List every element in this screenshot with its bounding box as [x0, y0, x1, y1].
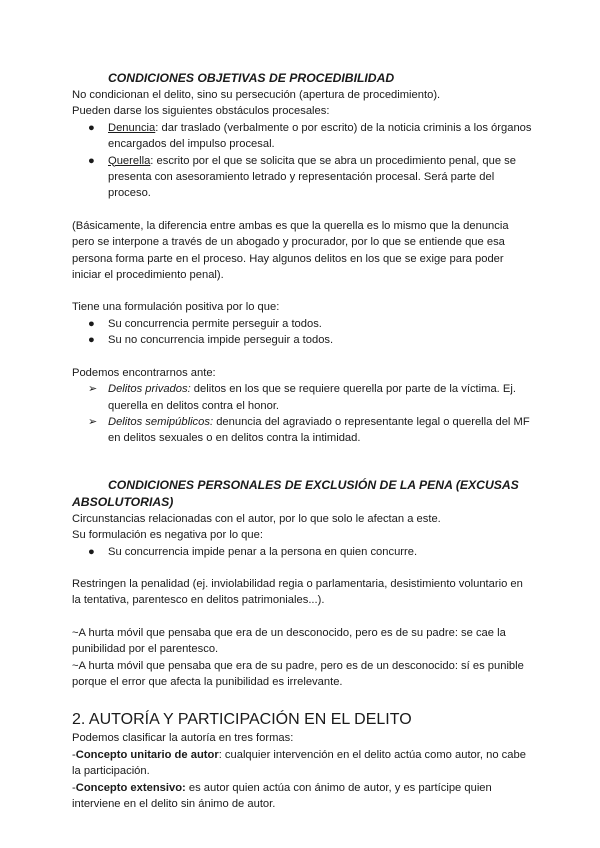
term-delitos-semipublicos: Delitos semipúblicos: — [108, 415, 214, 428]
list-item-text: delitos en los que se requiere querella por parte de la víctima. Ej. querella en delitos contra el honor. — [108, 383, 516, 412]
list-item — [72, 332, 532, 348]
dash: - — [72, 781, 76, 794]
list-item — [72, 153, 532, 202]
paragraph: Podemos clasificar la autoría en tres formas: — [72, 732, 294, 745]
list-item-text: Su concurrencia impide penar a la persona en quien concurre. — [108, 545, 418, 558]
dash: - — [72, 748, 76, 761]
section-heading-excusas: CONDICIONES PERSONALES DE EXCLUSIÓN DE LA PENA (EXCUSAS ABSOLUTORIAS) — [72, 477, 519, 509]
bullet-icon: ● — [88, 334, 95, 347]
term-concepto-extensivo: Concepto extensivo: — [75, 781, 186, 794]
bullet-list — [72, 544, 532, 560]
list-item — [72, 120, 532, 153]
document-page — [72, 70, 532, 812]
bullet-icon: ● — [88, 545, 95, 558]
term-delitos-privados: Delitos privados: — [108, 383, 191, 396]
bullet-icon: ● — [88, 154, 95, 167]
concept-extensivo — [72, 780, 532, 813]
list-item-text: : escrito por el que se solicita que se abra un procedimiento penal, que se presenta con asesoramiento letrado y representación procesal. Será parte del proceso. — [108, 154, 516, 200]
arrow-list — [72, 381, 532, 447]
section-heading-autoria: 2. AUTORÍA Y PARTICIPACIÓN EN EL DELITO — [72, 711, 412, 729]
list-item-text: : dar traslado (verbalmente o por escrito) de la noticia criminis a los órganos encargados del impulso procesal. — [108, 121, 532, 151]
concept-unitario — [72, 747, 532, 780]
list-item — [72, 544, 532, 560]
bullet-icon: ● — [88, 317, 95, 330]
section-heading-procedibilidad: CONDICIONES OBJETIVAS DE PROCEDIBILIDAD — [108, 71, 395, 85]
term-denuncia: Denuncia — [108, 121, 156, 134]
list-item — [72, 414, 532, 447]
paragraph: Restringen la penalidad (ej. inviolabilidad regia o parlamentaria, desistimiento voluntario en la tentativa, parentesco en delitos patrimoniales...). — [72, 577, 523, 607]
list-item — [72, 381, 532, 414]
example-2: ~A hurta móvil que pensaba que era de su padre, pero es de un desconocido: sí es punible porque el error que afecta la punibilidad es irrelevante. — [72, 659, 524, 688]
bullet-list — [72, 120, 532, 202]
arrow-icon: ➢ — [88, 415, 98, 428]
list-item — [72, 316, 532, 332]
bullet-icon: ● — [88, 121, 95, 134]
paragraph: (Básicamente, la diferencia entre ambas es que la querella es lo mismo que la denuncia pero se interpone a través de un abogado y procurador, por lo que se entiende que esa persona forma parte en el proceso. Hay algunos delitos en los que se exige para poder iniciar el procedimiento penal). — [72, 219, 509, 282]
term-querella: Querella — [108, 154, 151, 167]
arrow-icon: ➢ — [88, 383, 98, 396]
paragraph: Podemos encontrarnos ante: — [72, 366, 216, 379]
concept-text: es autor quien actúa con ánimo de autor, y es partícipe quien interviene en el delito sin ánimo de autor. — [72, 781, 492, 810]
paragraph: Circunstancias relacionadas con el autor, por lo que solo le afectan a este. — [72, 512, 441, 525]
bullet-list — [72, 316, 532, 349]
paragraph: No condicionan el delito, sino su persecución (apertura de procedimiento). — [72, 89, 441, 101]
paragraph: Su formulación es negativa por lo que: — [72, 529, 263, 542]
paragraph: Tiene una formulación positiva por lo que: — [72, 301, 280, 314]
list-item-text: Su no concurrencia impide perseguir a todos. — [108, 334, 334, 347]
list-item-text: denuncia del agraviado o representante legal o querella del MF en delitos sexuales o en delitos contra la intimidad. — [108, 415, 530, 445]
term-concepto-unitario: Concepto unitario de autor — [75, 748, 219, 761]
list-item-text: Su concurrencia permite perseguir a todos. — [108, 317, 322, 330]
paragraph: Pueden darse los siguientes obstáculos procesales: — [72, 105, 330, 118]
example-1: ~A hurta móvil que pensaba que era de un desconocido, pero es de su padre: se cae la punibilidad por el parentesco. — [72, 626, 506, 656]
concept-text: : cualquier intervención en el delito actúa como autor, no cabe la participación. — [72, 748, 526, 778]
